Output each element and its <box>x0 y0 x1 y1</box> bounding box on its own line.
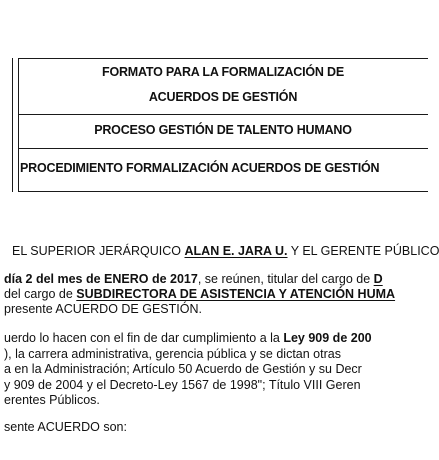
meeting-date: día 2 del mes de ENERO de 2017 <box>4 272 198 286</box>
document-header-table <box>18 58 428 192</box>
public-manager-label: Y EL GERENTE PÚBLICO <box>287 244 439 258</box>
header-rule-1 <box>18 114 428 115</box>
body-line-3 <box>4 287 395 302</box>
law-reference: Ley 909 de 200 <box>283 331 372 345</box>
header-rule-top <box>18 58 428 59</box>
body-line-7: a en la Administración; Artículo 50 Acuerdo de Gestión y su Decr <box>4 362 362 376</box>
header-procedure: PROCEDIMIENTO FORMALIZACIÓN ACUERDOS DE GESTIÓN <box>20 161 380 175</box>
meeting-text: , se reúnen, titular del cargo de <box>197 272 374 286</box>
header-title-line1: FORMATO PARA LA FORMALIZACIÓN DE <box>102 65 344 79</box>
position-start: D <box>373 272 383 286</box>
header-rule-inner <box>12 58 13 192</box>
body-line-8: y 909 de 2004 y el Decreto-Ley 1567 de 1998"; Título VIII Geren <box>4 378 361 392</box>
header-rule-bottom <box>18 191 428 192</box>
body-line-6: ), la carrera administrativa, gerencia pública y se dictan otras <box>4 347 341 361</box>
body-line-5 <box>4 331 372 346</box>
header-rule-2 <box>18 148 428 149</box>
body-line-10: sente ACUERDO son: <box>4 420 127 434</box>
purpose-text: uerdo lo hacen con el fin de dar cumplimiento a la <box>4 331 284 345</box>
superior-name: ALAN E. JARA U. <box>184 244 288 258</box>
position-prefix: del cargo de <box>4 287 77 301</box>
header-process: PROCESO GESTIÓN DE TALENTO HUMANO <box>94 123 352 137</box>
body-line-4: presente ACUERDO DE GESTIÓN. <box>4 302 202 316</box>
header-title-line2: ACUERDOS DE GESTIÓN <box>148 90 298 104</box>
position-title: SUBDIRECTORA DE ASISTENCIA Y ATENCIÓN HUMA <box>76 287 396 301</box>
body-line-1 <box>12 244 439 259</box>
body-line-2 <box>4 272 383 287</box>
superior-label: EL SUPERIOR JERÁRQUICO <box>12 244 185 258</box>
body-line-9: erentes Públicos. <box>4 393 100 407</box>
